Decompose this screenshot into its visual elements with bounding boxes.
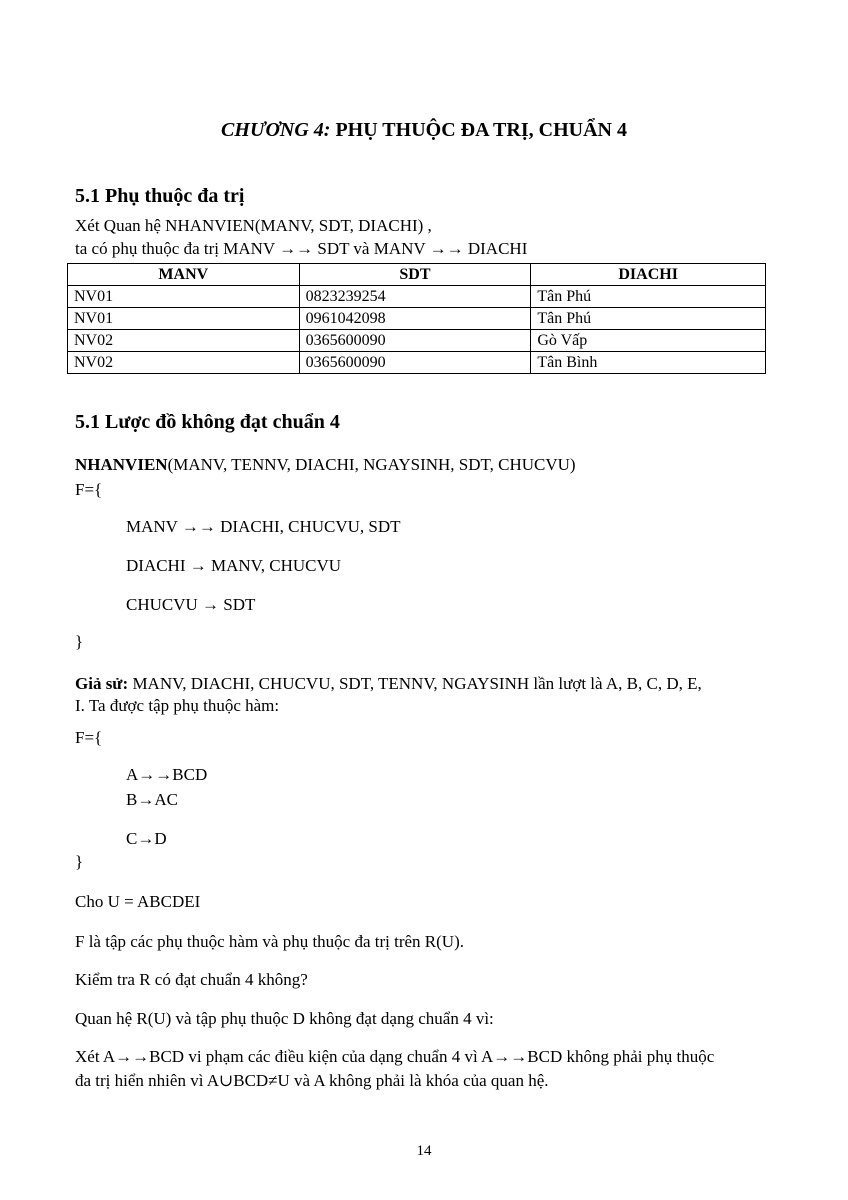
f-close: } [75,632,84,651]
dependency-item: C→D [126,829,167,848]
table-cell: NV01 [68,308,300,330]
table-header-manv: MANV [68,264,300,286]
table-row [68,352,766,374]
chapter-title-prefix: CHƯƠNG 4: [221,119,331,141]
dependency-item: MANV →→ DIACHI, CHUCVU, SDT [126,517,401,536]
table-header-row [68,264,766,286]
paragraph-reason-line1: Xét A→→BCD vi phạm các điều kiện của dạng chuẩn 4 vì A→→BCD không phải phụ thuộc [75,1047,715,1066]
paragraph-question: Kiểm tra R có đạt chuẩn 4 không? [75,970,308,989]
chapter-title-text: PHỤ THUỘC ĐA TRỊ, CHUẨN 4 [330,119,627,141]
paragraph-definition: F là tập các phụ thuộc hàm và phụ thuộc đa trị trên R(U). [75,932,464,951]
employee-table [67,263,766,374]
dependency-item: CHUCVU → SDT [126,595,256,614]
table-row [68,308,766,330]
section1-line2: ta có phụ thuộc đa trị MANV →→ SDT và MANV →→ DIACHI [75,239,528,258]
section-heading-multivalued: 5.1 Phụ thuộc đa trị [75,185,245,207]
chapter-title [0,120,848,140]
page-number: 14 [416,1143,432,1159]
table-cell: 0365600090 [299,330,531,352]
schema-attributes: (MANV, TENNV, DIACHI, NGAYSINH, SDT, CHUCVU) [167,455,576,474]
table-cell: Gò Vấp [531,330,766,352]
section-heading-not-4nf: 5.1 Lược đồ không đạt chuẩn 4 [75,411,340,433]
table-cell: Tân Phú [531,308,766,330]
schema-line [75,456,576,473]
table-header-sdt: SDT [299,264,531,286]
assumption-line1 [75,675,702,692]
table-cell: NV01 [68,286,300,308]
dependency-item: B→AC [126,790,178,809]
paragraph-universe: Cho U = ABCDEI [75,892,201,911]
section1-line1: Xét Quan hệ NHANVIEN(MANV, SDT, DIACHI) , [75,216,432,235]
assumption-text: MANV, DIACHI, CHUCVU, SDT, TENNV, NGAYSINH lần lượt là A, B, C, D, E, [128,674,702,693]
paragraph-conclusion: Quan hệ R(U) và tập phụ thuộc D không đạt dạng chuẩn 4 vì: [75,1009,494,1028]
f-open: F={ [75,480,103,499]
table-cell: 0823239254 [299,286,531,308]
assumption-label: Giả sử: [75,674,129,693]
table-header-diachi: DIACHI [531,264,766,286]
schema-name: NHANVIEN [75,455,168,474]
table-cell: NV02 [68,330,300,352]
table-cell: 0961042098 [299,308,531,330]
table-cell: Tân Bình [531,352,766,374]
f2-close: } [75,852,84,871]
dependency-item: A→→BCD [126,765,208,784]
table-cell: NV02 [68,352,300,374]
table-cell: Tân Phú [531,286,766,308]
table-cell: 0365600090 [299,352,531,374]
assumption-line2: I. Ta được tập phụ thuộc hàm: [75,696,280,715]
table-row [68,286,766,308]
table-row [68,330,766,352]
paragraph-reason-line2: đa trị hiển nhiên vì A∪BCD≠U và A không phải là khóa của quan hệ. [75,1071,549,1090]
f2-open: F={ [75,728,103,747]
dependency-item: DIACHI → MANV, CHUCVU [126,556,342,575]
